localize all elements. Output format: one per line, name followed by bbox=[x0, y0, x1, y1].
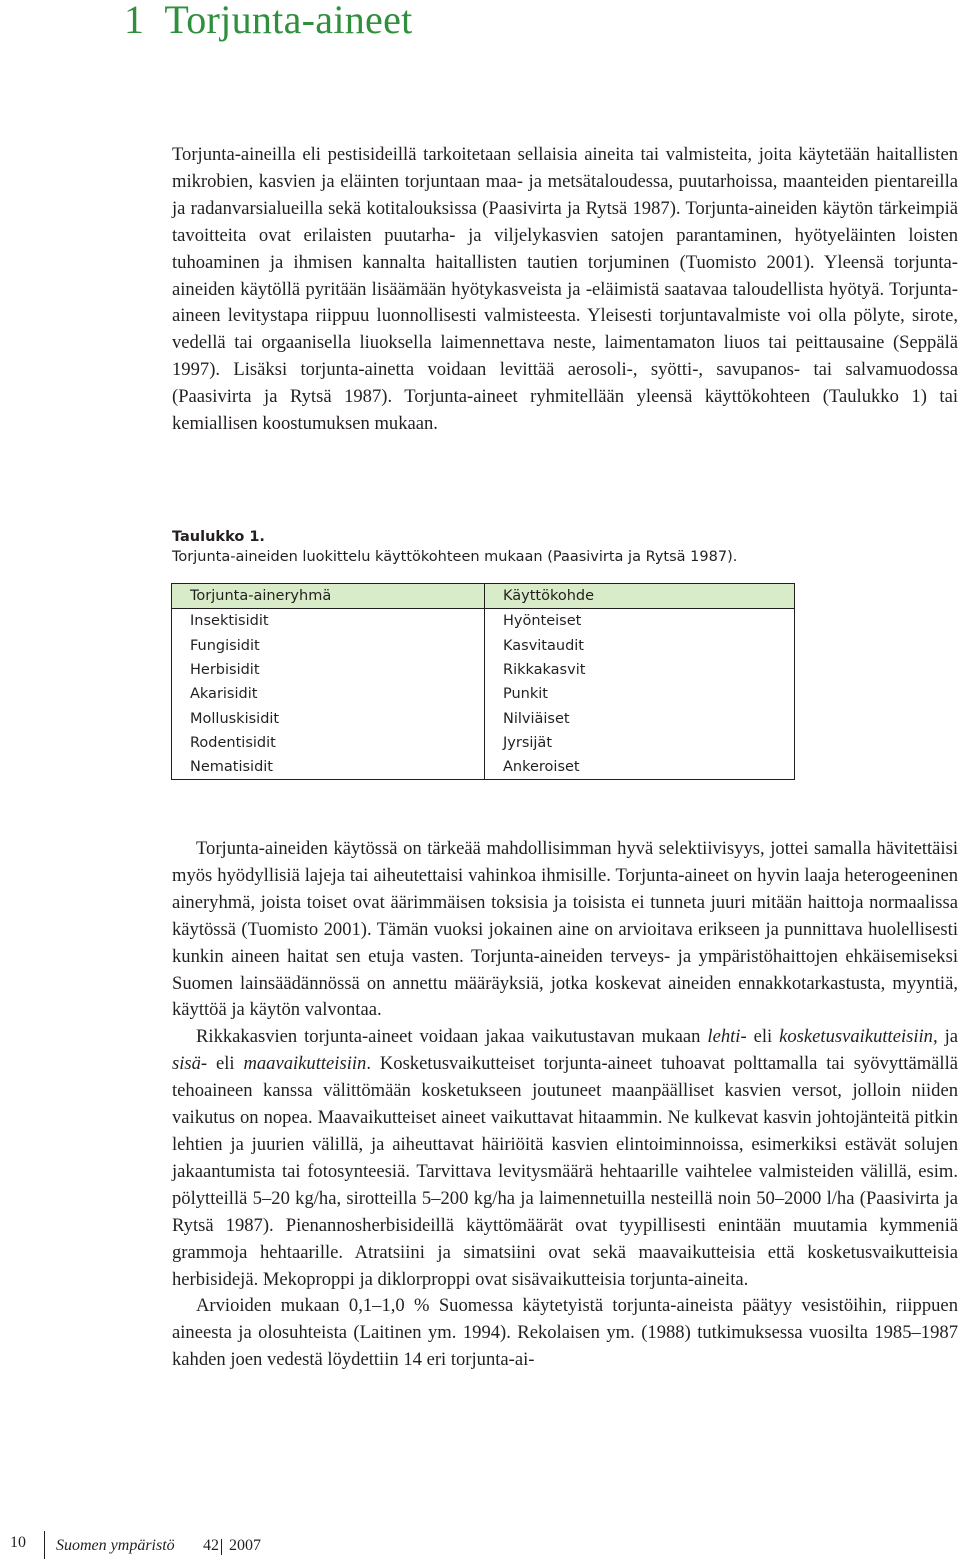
table-caption: Torjunta-aineiden luokittelu käyttökohteen mukaan (Paasivirta ja Rytsä 1987). bbox=[172, 549, 738, 565]
table-row bbox=[172, 682, 795, 706]
footer-separator bbox=[221, 1539, 222, 1555]
paragraph-herbicides: Rikkakasvien torjunta-aineet voidaan jakaa vaikutustavan mukaan lehti- eli kosketusvaikutteisiin, ja sisä- eli maavaikutteisiin. Kosketusvaikutteiset torjunta-aineet tuhoavat polttamalla tai syövyttämällä tehoaineen kanssa välittömään kosketukseen joutuneet maanpäälliset kasvien versot, jolloin niiden vaikutus on nopea. Maavaikutteiset aineet vaikuttavat hitaammin. Ne kulkevat kasvin johtojänteitä pitkin lehtien ja juurien välillä, ja aiheuttavat häiriöitä kasvien elintoiminnoissa, esimerkiksi estävät solujen jakaantumista tai fotosynteesiä. Tarvittava levitysmäärä hehtaarille vaihtelee valmisteiden välillä, esim. pölytteillä 5–20 kg/ha, sirotteilla 5–200 kg/ha ja laimennetuilla nesteillä noin 50–2000 l/ha (Paasivirta ja Rytsä 1987). Pienannosherbisideillä käyttömäärät ovat tyypillisesti enintään muutamia kymmeniä grammoja hehtaarille. Atratsiini ja simatsiini ovat sekä maavaikutteisia että kosketusvaikutteisia herbisidejä. Mekoproppi ja diklorproppi ovat sisävaikutteisia torjunta-aineita. bbox=[172, 1026, 958, 1290]
table-cell: Herbisidit bbox=[172, 658, 485, 682]
page-number: 10 bbox=[10, 1534, 26, 1551]
classification-table bbox=[171, 583, 795, 780]
publication-name: Suomen ympäristö bbox=[56, 1537, 175, 1554]
table-cell: Insektisidit bbox=[172, 609, 485, 634]
table-row bbox=[172, 634, 795, 658]
table-cell: Nematisidit bbox=[172, 755, 485, 780]
table-cell: Punkit bbox=[485, 682, 795, 706]
table-cell: Nilviäiset bbox=[485, 706, 795, 730]
table-row bbox=[172, 731, 795, 755]
table-cell: Rodentisidit bbox=[172, 731, 485, 755]
table-row bbox=[172, 755, 795, 780]
paragraph-water: Arvioiden mukaan 0,1–1,0 % Suomessa käytetyistä torjunta-aineista päätyy vesistöihin, riippuen aineesta ja olosuhteista (Laitinen ym. 1994). Rekolaisen ym. (1988) tutkimuksessa vuosilta 1985–1987 kahden joen vedestä löydettiin 14 eri torjunta-ai- bbox=[172, 1295, 958, 1371]
intro-paragraph: Torjunta-aineilla eli pestisideillä tarkoitetaan sellaisia aineita tai valmisteita, joita käytetään haitallisten mikrobien, kasvien ja eläinten torjuntaan maa- ja metsätaloudessa, puutarhoissa, maanteiden pientareilla ja radanvarsialueilla sekä kotitalouksissa (Paasivirta ja Rytsä 1987). Torjunta-aineiden käytön tärkeimpiä tavoitteita ovat erilaisten puutarha- ja viljelykasvien satojen parantaminen, hyötyeläinten loisten tuhoaminen ja ihmisen kannalta haitallisten tautien torjuminen (Tuomisto 2001). Yleensä torjunta-aineiden käytöllä pyritään lisäämään hyötykasveista ja -eläimistä saatavaa taloudellista hyötyä. Torjunta-aineen levitystapa riippuu luonnollisesti valmisteesta. Yleisesti torjuntavalmiste voi olla pölyte, sirote, vedellä tai orgaanisella liuoksella laimennettava neste, laimentamaton liuos tai peittausaine (Seppälä 1997). Lisäksi torjunta-ainetta voidaan levittää aerosoli-, syötti-, savupanos- tai salvamuodossa (Paasivirta ja Rytsä 1987). Torjunta-aineet ryhmitellään yleensä käyttökohteen (Taulukko 1) tai kemiallisen koostumuksen mukaan. bbox=[172, 144, 958, 435]
table-cell: Akarisidit bbox=[172, 682, 485, 706]
table-row bbox=[172, 658, 795, 682]
table-cell: Hyönteiset bbox=[485, 609, 795, 634]
table-row bbox=[172, 609, 795, 634]
publication-number: 42 bbox=[203, 1537, 219, 1554]
footer-divider bbox=[44, 1531, 45, 1559]
body-text bbox=[172, 836, 958, 1374]
table-cell: Molluskisidit bbox=[172, 706, 485, 730]
chapter-number: 1 bbox=[124, 0, 145, 42]
page-footer bbox=[0, 1531, 960, 1559]
table-label: Taulukko 1. bbox=[172, 529, 265, 545]
publication-year: 2007 bbox=[229, 1537, 261, 1554]
table-cell: Jyrsijät bbox=[485, 731, 795, 755]
table-cell: Ankeroiset bbox=[485, 755, 795, 780]
table-cell: Kasvitaudit bbox=[485, 634, 795, 658]
table-header-row bbox=[172, 584, 795, 609]
paragraph-selectivity: Torjunta-aineiden käytössä on tärkeää mahdollisimman hyvä selektiivisyys, jottei samalla hävitettäisi myös hyödyllisiä lajeja tai aiheutettaisi vahinkoa ihmisille. Torjunta-aineet on hyvin laaja heterogeeninen aineryhmä, joista toiset ovat äärimmäisen toksisia ja toisista ei tunneta juuri mitään haittoja normaalissa käytössä (Tuomisto 2001). Tämän vuoksi jokainen aine on arvioitava erikseen ja punnittava huolellisesti kunkin aineen haitat sen etuja vasten. Torjunta-aineiden terveys- ja ympäristöhaittojen ehkäisemiseksi Suomen lainsäädännössä on annettu määräyksiä, jotka koskevat aineiden ennakkotarkastusta, myyntiä, käyttöä ja käytön valvontaa. bbox=[172, 838, 958, 1021]
table-header-cell: Käyttökohde bbox=[485, 584, 795, 609]
table-cell: Rikkakasvit bbox=[485, 658, 795, 682]
table-cell: Fungisidit bbox=[172, 634, 485, 658]
chapter-title bbox=[124, 0, 413, 43]
chapter-title-text: Torjunta-aineet bbox=[164, 0, 413, 42]
table-row bbox=[172, 706, 795, 730]
table-header-cell: Torjunta-aineryhmä bbox=[172, 584, 485, 609]
